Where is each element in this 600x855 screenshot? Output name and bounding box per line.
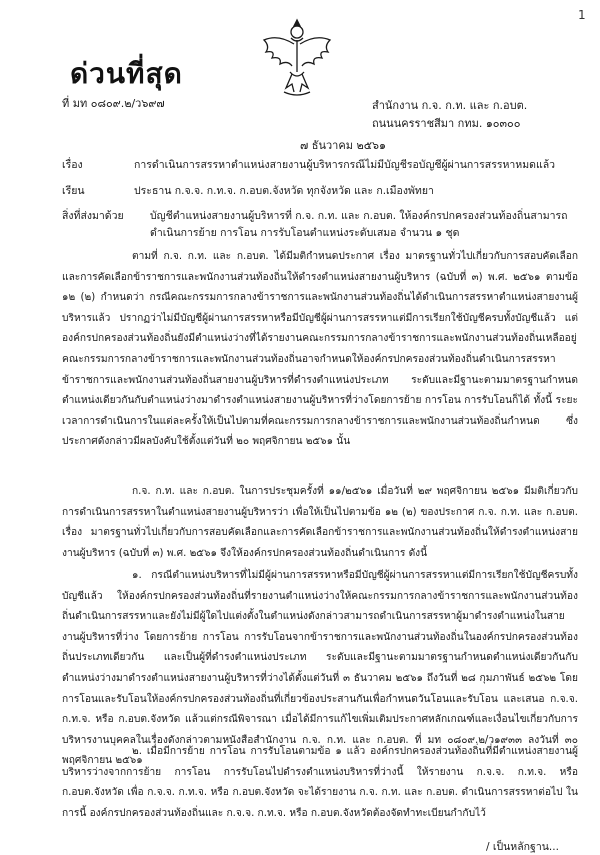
paragraph-text: ตามที่ ก.จ. ก.ท. และ ก.อบต. ได้มีมติกำหนดประกาศ เรื่อง มาตรฐานทั่วไปเกี่ยวกับการสอบคัดเลือกและการคัดเลือกข้าราชการและพนักงานส่วนท้องถิ่นให้ดำรงตำแหน่งสายงานผู้บริหาร (ฉบับที่ ๓) พ.ศ. ๒๕๖๑ ตามข้อ ๑๒ (๒) กำหนดว่า กรณีคณะกรรมการกลางข้าราชการและพนักงานส่วนท้องถิ่นได้ดำเนินการสรรหาตำแหน่งสายงานผู้บริหารแล้ว ปรากฏว่าไม่มีบัญชีผู้ผ่านการสรรหาหรือมีบัญชีผู้ผ่านการสรรหาแต่มีการเรียกใช้บัญชีครบทั้งบัญชีแล้ว แต่องค์กรปกครองส่วนท้องถิ่นยังมีตำแหน่งว่างที่ได้รายงานคณะกรรมการกลางข้าราชการและพนักงานส่วนท้องถิ่นเหลืออยู่ คณะกรรมการกลางข้าราชการและพนักงานส่วนท้องถิ่นอาจกำหนดให้องค์กรปกครองส่วนท้องถิ่นดำเนินการสรรหาข้าราชการและพนักงานส่วนท้องถิ่นสายงานผู้บริหารที่ดำรงตำแหน่งประเภท ระดับและมีฐานะตามมาตรฐานกำหนดตำแหน่งเดียวกันกับตำแหน่งว่างมาดำรงตำแหน่งสายงานผู้บริหารที่ว่างโดยการย้าย การโอน การรับโอนก็ได้ ทั้งนี้ ระยะเวลาการดำเนินการในแต่ละครั้งให้เป็นไปตามที่คณะกรรมการกลางข้าราชการและพนักงานส่วนท้องถิ่นกำหนด ซึ่งประกาศดังกล่าวมีผลบังคับใช้ตั้งแต่วันที่ ๒๐ พฤศจิกายน ๒๕๖๑ นั้น [62, 251, 578, 448]
issuing-office [372, 97, 592, 133]
document-date: ๗ ธันวาคม ๒๕๖๑ [300, 139, 387, 152]
paragraph-text: ๒. เมื่อมีการย้าย การโอน การรับโอนตามข้อ ๑ แล้ว องค์กรปกครองส่วนท้องถิ่นที่มีตำแหน่งสายงานผู้บริหารว่างจากการย้าย การโอน การรับโอนไปดำรงตำแหน่งบริหารที่ว่างนี้ ให้รายงาน ก.จ.จ. ก.ท.จ. หรือ ก.อบต.จังหวัด เพื่อ ก.จ.จ. ก.ท.จ. หรือ ก.อบต.จังหวัด จะได้รายงาน ก.จ. ก.ท. และ ก.อบต. ดำเนินการสรรหาต่อไป ในการนี้ องค์กรปกครองส่วนท้องถิ่นและ ก.จ.จ. ก.ท.จ. หรือ ก.อบต.จังหวัดต้องจัดทำทะเบียนกำกับไว้ [62, 746, 578, 819]
body-paragraph-1 [62, 247, 578, 453]
attachment-label: สิ่งที่ส่งมาด้วย [62, 210, 124, 222]
garuda-emblem-icon [256, 14, 338, 98]
paragraph-text: ก.จ. ก.ท. และ ก.อบต. ในการประชุมครั้งที่ ๑๑/๒๕๖๑ เมื่อวันที่ ๒๙ พฤศจิกายน ๒๕๖๑ มีมติเกี่ยวกับการดำเนินการสรรหาในตำแหน่งสายงานผู้บริหารว่า เพื่อให้เป็นไปตามข้อ ๑๒ (๒) ของประกาศ ก.จ. ก.ท. และ ก.อบต. เรื่อง มาตรฐานทั่วไปเกี่ยวกับการสอบคัดเลือกและการคัดเลือกข้าราชการและพนักงานส่วนท้องถิ่นให้ดำรงตำแหน่งสายงานผู้บริหาร (ฉบับที่ ๓) พ.ศ. ๒๕๖๑ จึงให้องค์กรปกครองส่วนท้องถิ่นดำเนินการ ดังนี้ [62, 486, 578, 559]
subject-text: การดำเนินการสรรหาตำแหน่งสายงานผู้บริหารกรณีไม่มีบัญชีรอบัญชีผู้ผ่านการสรรหาหมดแล้ว [134, 159, 556, 171]
page-number: 1 [578, 8, 586, 22]
attachment-row [62, 208, 582, 248]
recipient-label: เรียน [62, 185, 85, 197]
body-paragraph-2 [62, 482, 578, 564]
urgent-stamp: ด่วนที่สุด [70, 57, 183, 90]
office-address: ถนนนครราชสีมา กทม. ๑๐๓๐๐ [372, 117, 521, 130]
continued-marker: / เป็นหลักฐาน... [486, 841, 559, 853]
subject-label: เรื่อง [62, 159, 83, 171]
recipient-text: ประธาน ก.จ.จ. ก.ท.จ. ก.อบต.จังหวัด ทุกจังหวัด และ ก.เมืองพัทยา [134, 185, 434, 197]
paragraph-text: ๑. กรณีตำแหน่งบริหารที่ไม่มีผู้ผ่านการสรรหาหรือมีบัญชีผู้ผ่านการสรรหาแต่มีการเรียกใช้บัญชีครบทั้งบัญชีแล้ว ให้องค์กรปกครองส่วนท้องถิ่นที่รายงานตำแหน่งว่างให้คณะกรรมการกลางข้าราชการและพนักงานส่วนท้องถิ่นดำเนินการสรรหาและยังไม่มีผู้ใดไปแต่งตั้งในตำแหน่งดังกล่าวสามารถดำเนินการสรรหาผู้มาดำรงตำแหน่งในสายงานผู้บริหารที่ว่าง โดยการย้าย การโอน การรับโอนจากข้าราชการและพนักงานส่วนท้องถิ่นในองค์กรปกครองส่วนท้องถิ่นประเภทเดียวกัน และเป็นผู้ที่ดำรงตำแหน่งประเภท ระดับและมีฐานะตามมาตรฐานกำหนดตำแหน่งเดียวกันกับตำแหน่งว่างมาดำรงตำแหน่งสายงานผู้บริหารที่ว่างได้ตั้งแต่วันที่ ๓ ธันวาคม ๒๕๖๑ ถึงวันที่ ๒๘ กุมภาพันธ์ ๒๕๖๒ โดยการโอนและรับโอนให้องค์กรปกครองส่วนท้องถิ่นที่เกี่ยวข้องประสานกันเพื่อกำหนดวันโอนและรับโอน และเสนอ ก.จ.จ. ก.ท.จ. หรือ ก.อบต.จังหวัด แล้วแต่กรณีพิจารณา เมื่อได้มีการแก้ไขเพิ่มเติมประกาศหลักเกณฑ์และเงื่อนไขเกี่ยวกับการบริหารงานบุคคลในเรื่องดังกล่าวตามหนังสือสำนักงาน ก.จ. ก.ท. และ ก.อบต. ที่ มท ๐๘๐๙.๒/ว๑๙๓๓ ลงวันที่ ๓๐ พฤศจิกายน ๒๕๖๑ [62, 570, 578, 767]
body-paragraph-4 [62, 742, 578, 824]
attachment-text: บัญชีตำแหน่งสายงานผู้บริหารที่ ก.จ. ก.ท. และ ก.อบต. ให้องค์กรปกครองส่วนท้องถิ่นสามารถดำเนินการย้าย การโอน การรับโอนตำแหน่งระดับเสมอ จำนวน ๑ ชุด [150, 210, 568, 239]
document-number: ที่ มท ๐๘๐๙.๒/ว๖๙๗ [62, 97, 165, 110]
office-name: สำนักงาน ก.จ. ก.ท. และ ก.อบต. [372, 99, 528, 112]
